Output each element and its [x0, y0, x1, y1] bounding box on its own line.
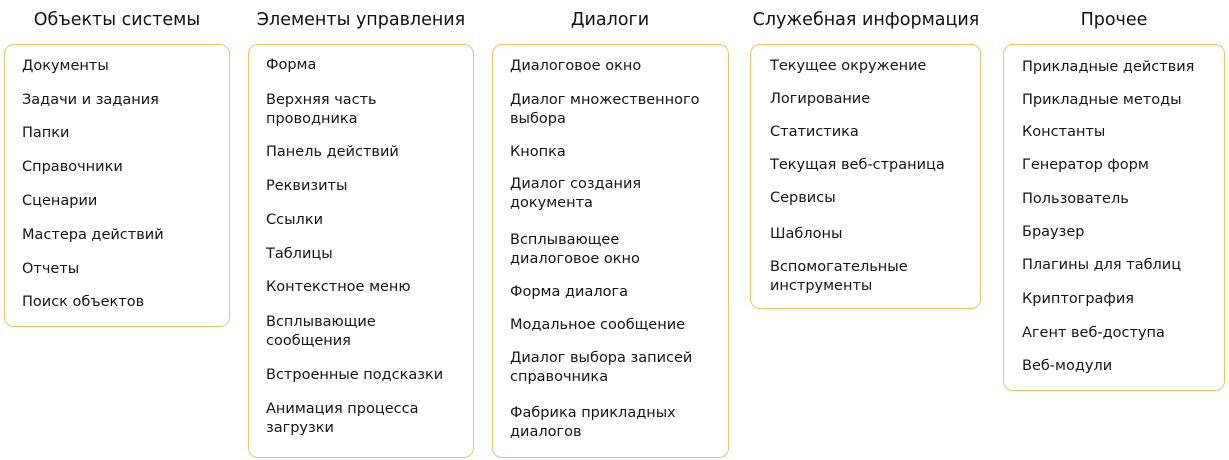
list-item: Плагины для таблиц [1022, 257, 1182, 273]
list-item: Отчеты [22, 261, 80, 277]
list-item: Контекстное меню [266, 279, 411, 295]
list-item: Форма диалога [510, 284, 628, 300]
list-item: Задачи и задания [22, 92, 159, 108]
column-title-dialogs: Диалоги [570, 10, 650, 30]
column-title-system-objects: Объекты системы [33, 10, 201, 30]
list-item: Документы [22, 58, 109, 74]
list-item: Всплывающее диалоговое окно [510, 232, 640, 267]
list-item: Фабрика прикладных диалогов [510, 405, 676, 440]
list-item: Текущая веб-страница [770, 157, 945, 173]
card-system-objects [4, 44, 230, 327]
column-title-controls: Элементы управления [256, 10, 466, 30]
list-item: Справочники [22, 159, 123, 175]
list-item: Логирование [770, 91, 871, 107]
list-item: Прикладные действия [1022, 59, 1195, 75]
card-controls [248, 44, 474, 458]
list-item: Диалог выбора записей справочника [510, 350, 693, 385]
card-other [1003, 44, 1225, 391]
list-item: Криптография [1022, 291, 1134, 307]
list-item: Пользователь [1022, 191, 1129, 207]
list-item: Статистика [770, 124, 859, 140]
list-item: Сценарии [22, 193, 98, 209]
list-item: Поиск объектов [22, 294, 145, 310]
list-item: Агент веб-доступа [1022, 325, 1165, 341]
list-item: Всплывающие сообщения [266, 314, 376, 349]
list-item: Генератор форм [1022, 157, 1149, 173]
list-item: Реквизиты [266, 178, 348, 194]
list-item: Мастера действий [22, 227, 164, 243]
list-item: Верхняя часть проводника [266, 92, 377, 127]
list-item: Диалоговое окно [510, 58, 642, 74]
list-item: Сервисы [770, 190, 836, 206]
column-title-service-info: Служебная информация [752, 10, 980, 30]
list-item: Вспомогательные инструменты [770, 259, 908, 294]
list-item: Таблицы [266, 246, 333, 262]
column-title-other: Прочее [1080, 10, 1148, 30]
list-item: Встроенные подсказки [266, 367, 444, 383]
list-item: Модальное сообщение [510, 317, 686, 333]
list-item: Прикладные методы [1022, 92, 1182, 108]
list-item: Веб-модули [1022, 358, 1113, 374]
list-item: Кнопка [510, 144, 566, 160]
list-item: Браузер [1022, 224, 1085, 240]
list-item: Анимация процесса загрузки [266, 401, 419, 436]
card-service-info [750, 44, 981, 309]
list-item: Шаблоны [770, 226, 843, 242]
list-item: Диалог множественного выбора [510, 92, 700, 127]
list-item: Панель действий [266, 144, 399, 160]
card-dialogs [492, 44, 729, 458]
list-item: Константы [1022, 124, 1106, 140]
list-item: Форма [266, 57, 317, 73]
list-item: Папки [22, 125, 70, 141]
list-item: Ссылки [266, 212, 323, 228]
list-item: Текущее окружение [770, 58, 927, 74]
list-item: Диалог создания документа [510, 176, 642, 211]
